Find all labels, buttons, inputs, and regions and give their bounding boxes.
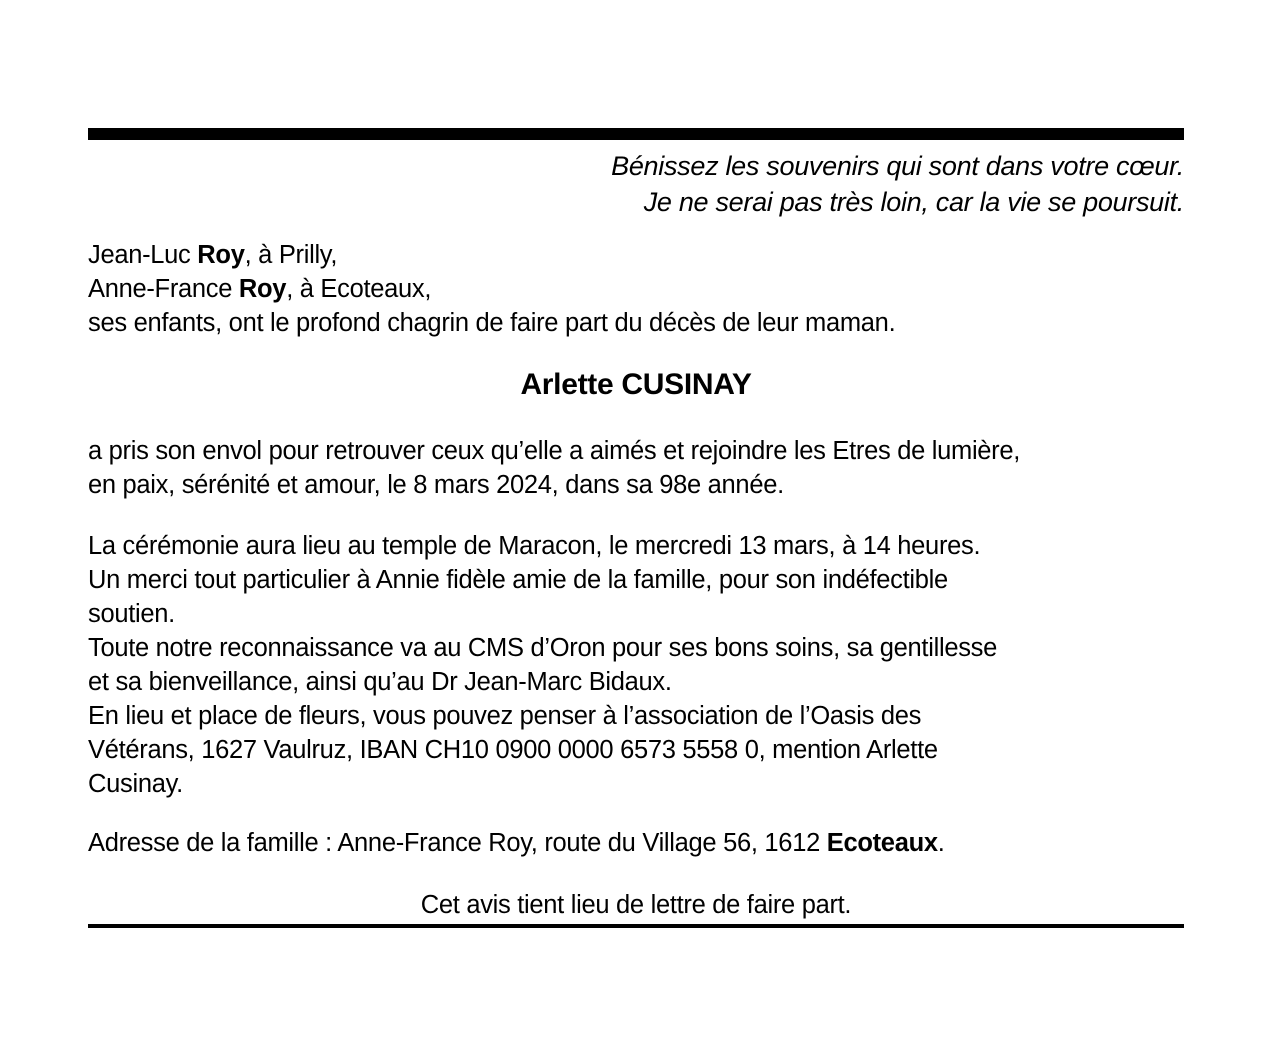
family-line-2-surname: Roy — [238, 275, 287, 303]
family-line-2-post: , à Ecoteaux, — [286, 275, 432, 303]
epigraph-line-2: Je ne serai pas très loin, car la vie se poursuit. — [643, 187, 1184, 217]
family-line-2-pre: Anne-France — [88, 275, 239, 303]
announcement-line-2: en paix, sérénité et amour, le 8 mars 2024, dans sa 98e année. — [88, 471, 784, 499]
family-address-post: . — [937, 829, 945, 857]
family-line-1-pre: Jean-Luc — [88, 241, 198, 269]
family-address-town: Ecoteaux — [826, 829, 938, 857]
family-line-3 — [88, 306, 1184, 340]
details-line-5: et sa bienveillance, ainsi qu’au Dr Jean-Marc Bidaux. — [88, 668, 672, 696]
closing-line: Cet avis tient lieu de lettre de faire part. — [420, 891, 852, 919]
family-address-pre: Adresse de la famille : Anne-France Roy, route du Village 56, 1612 — [88, 829, 827, 857]
family-line-1-post: , à Prilly, — [244, 241, 338, 269]
epigraph-line-1: Bénissez les souvenirs qui sont dans votre cœur. — [611, 151, 1184, 181]
epigraph-block — [88, 148, 1184, 220]
family-line-1-surname: Roy — [197, 241, 245, 269]
details-line-4: Toute notre reconnaissance va au CMS d’Oron pour ses bons soins, sa gentillesse — [88, 634, 997, 662]
family-line-1 — [88, 238, 1184, 272]
announcement-line-1: a pris son envol pour retrouver ceux qu’elle a aimés et rejoindre les Etres de lumière, — [88, 437, 1021, 465]
closing-block — [88, 888, 1184, 922]
top-rule — [88, 128, 1184, 140]
details-block — [88, 529, 1184, 801]
family-address-line — [88, 826, 1184, 860]
bottom-rule — [88, 924, 1184, 928]
family-line-2 — [88, 272, 1184, 306]
details-line-8: Cusinay. — [88, 770, 183, 798]
deceased-name: Arlette CUSINAY — [520, 368, 752, 401]
family-line-3-text: ses enfants, ont le profond chagrin de faire part du décès de leur maman. — [88, 309, 896, 337]
family-address-block — [88, 826, 1184, 860]
details-line-1: La cérémonie aura lieu au temple de Maracon, le mercredi 13 mars, à 14 heures. — [88, 532, 981, 560]
details-line-7: Vétérans, 1627 Vaulruz, IBAN CH10 0900 0000 6573 5558 0, mention Arlette — [88, 736, 938, 764]
details-line-2: Un merci tout particulier à Annie fidèle amie de la famille, pour son indéfectible — [88, 566, 948, 594]
announcement-block — [88, 434, 1184, 502]
family-block — [88, 238, 1184, 340]
details-line-3: soutien. — [88, 600, 175, 628]
details-line-6: En lieu et place de fleurs, vous pouvez penser à l’association de l’Oasis des — [88, 702, 922, 730]
